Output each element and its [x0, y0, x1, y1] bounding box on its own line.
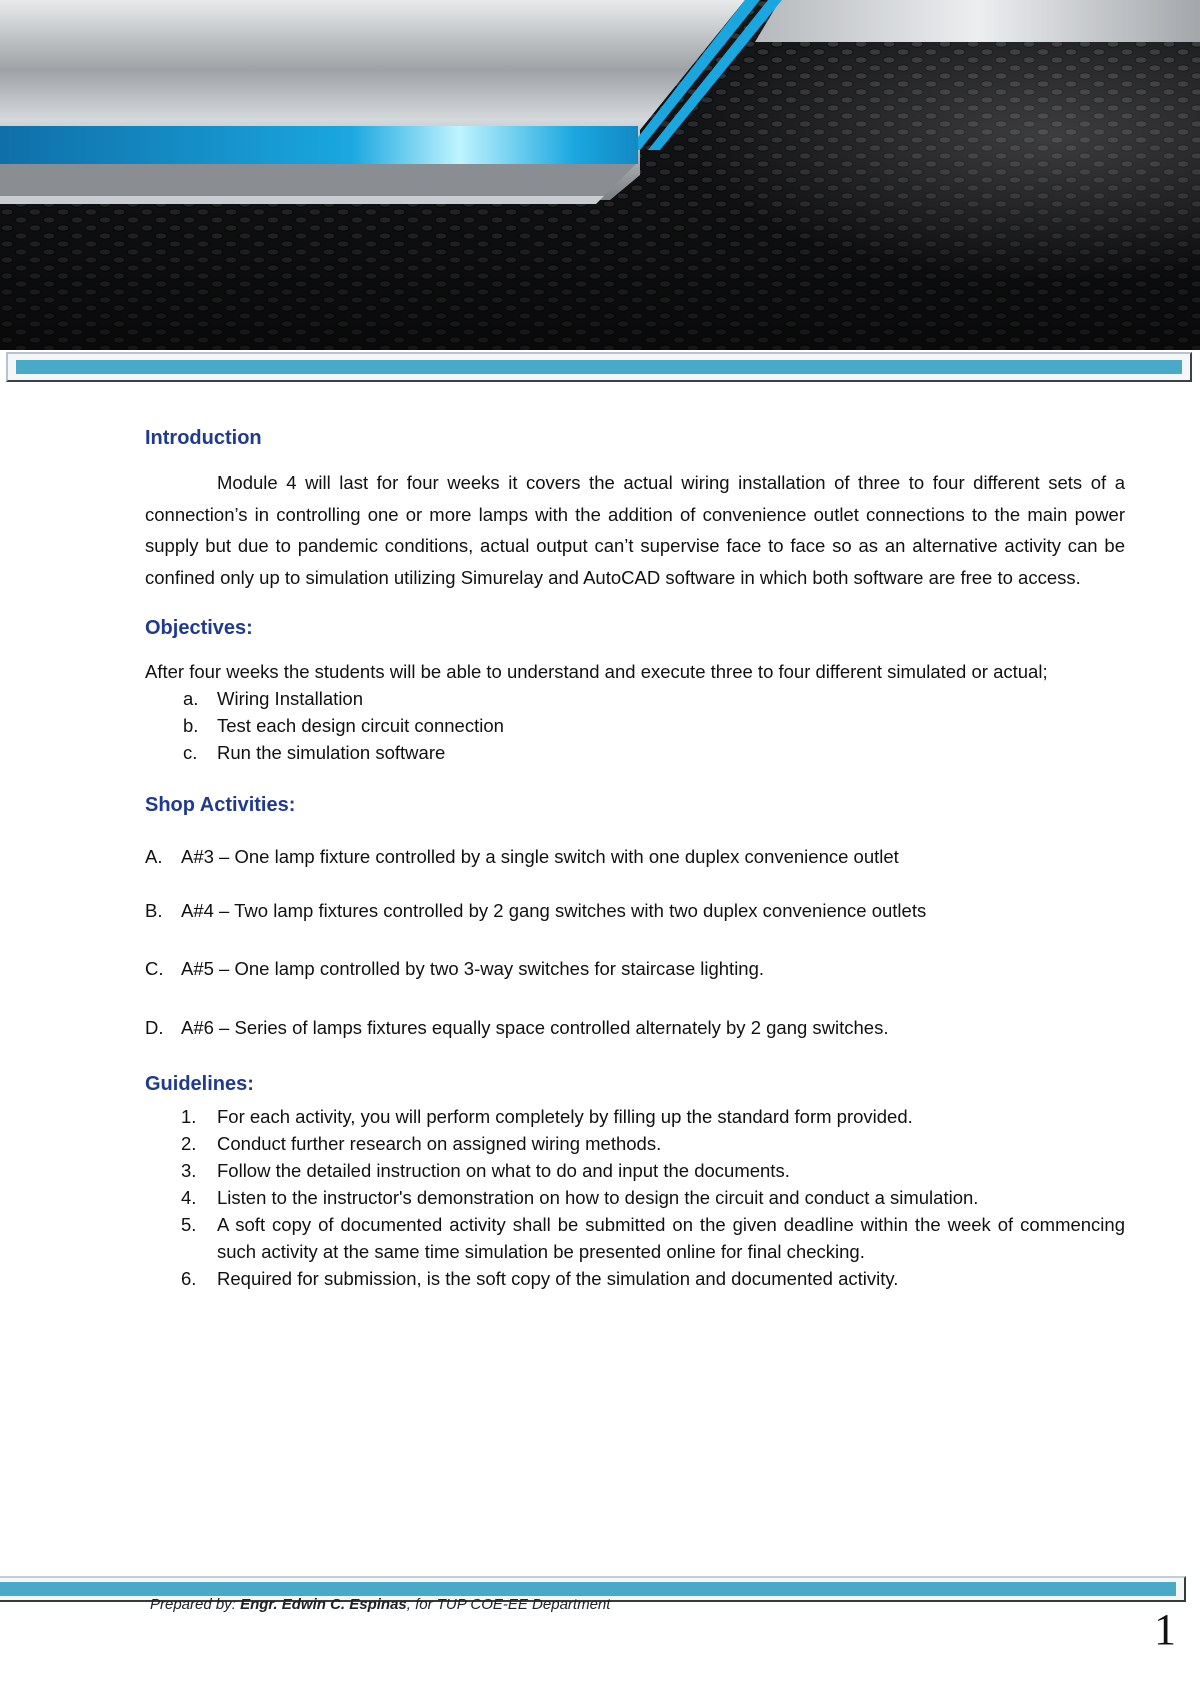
list-item: 5. A soft copy of documented activity shall be submitted on the given deadline within the week of commencing such activity at the same time simulation be presented online for final checking.	[181, 1214, 1125, 1262]
objectives-paragraph: After four weeks the students will be able to understand and execute three to four different simulated or actual;	[145, 661, 1048, 682]
list-item: 3. Follow the detailed instruction on what to do and input the documents.	[181, 1160, 790, 1181]
introduction-heading: Introduction	[145, 427, 262, 449]
guidelines-heading: Guidelines:	[145, 1073, 254, 1095]
shop-activities-heading: Shop Activities:	[145, 794, 296, 816]
shop-activity-item: A. A#3 – One lamp fixture controlled by a single switch with one duplex convenience outlet	[145, 846, 899, 867]
introduction-paragraph: Module 4 will last for four weeks it covers the actual wiring installation of three to four different sets of a connection’s in controlling one or more lamps with the addition of convenience outlet connections to the main power supply but due to pandemic conditions, actual output can’t supervise face to face so as an alternative activity can be confined only up to simulation utilizing Simurelay and AutoCAD software in which both software are free to access.	[145, 472, 1125, 588]
list-item: c. Run the simulation software	[183, 742, 446, 763]
objectives-list	[145, 685, 1125, 766]
list-item: 1. For each activity, you will perform completely by filling up the standard form provided.	[181, 1106, 913, 1127]
shop-activity-item: B. A#4 – Two lamp fixtures controlled by 2 gang switches with two duplex convenience outlets	[145, 900, 927, 921]
list-item: 4. Listen to the instructor's demonstration on how to design the circuit and conduct a simulation.	[181, 1187, 979, 1208]
shop-activity-item: D. A#6 – Series of lamps fixtures equally space controlled alternately by 2 gang switches.	[145, 1017, 889, 1038]
guidelines-list	[145, 1103, 1125, 1292]
header-accent-bar	[6, 352, 1192, 382]
list-item: a. Wiring Installation	[183, 688, 364, 709]
objectives-heading: Objectives:	[145, 617, 253, 639]
list-item: b. Test each design circuit connection	[183, 715, 504, 736]
shop-activity-item: C. A#5 – One lamp controlled by two 3-way switches for staircase lighting.	[145, 958, 765, 979]
page-number: 1	[1154, 1605, 1176, 1654]
footer-credit: Prepared by: Engr. Edwin C. Espinas, for TUP COE-EE Department	[150, 1596, 611, 1613]
list-item: 6. Required for submission, is the soft copy of the simulation and documented activity.	[181, 1268, 899, 1289]
document-body	[145, 425, 1125, 1292]
header-banner	[0, 0, 1200, 350]
footer-author: Engr. Edwin C. Espinas	[240, 1596, 407, 1613]
list-item: 2. Conduct further research on assigned wiring methods.	[181, 1133, 662, 1154]
